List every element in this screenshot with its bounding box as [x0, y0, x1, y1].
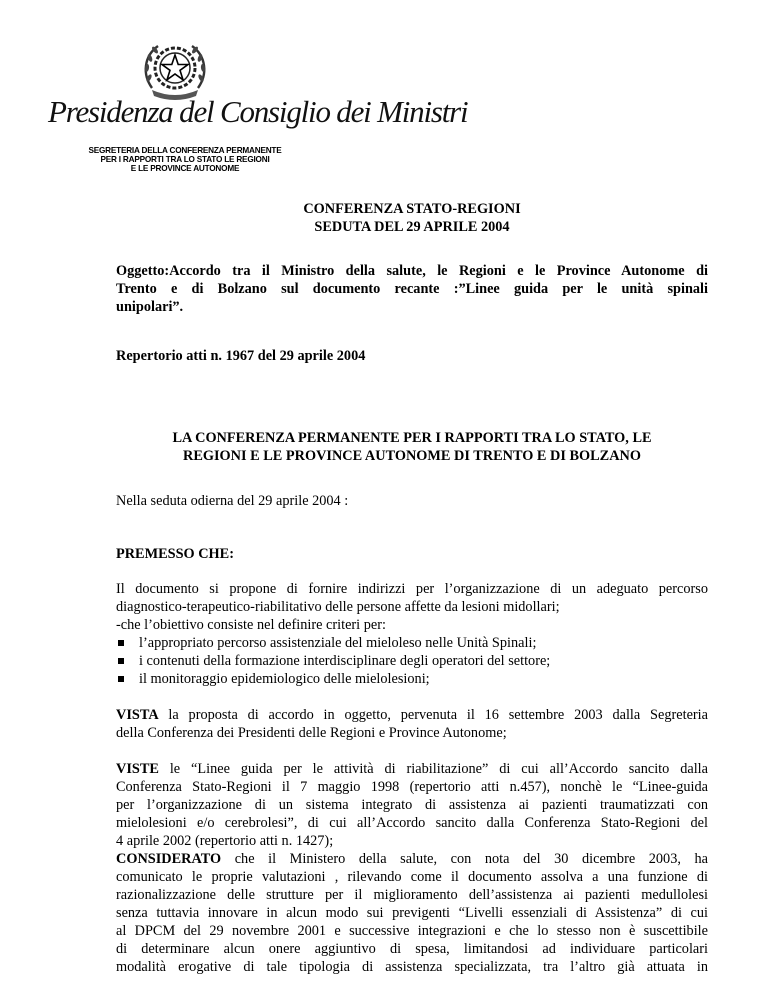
department-name [55, 146, 315, 174]
list-item [116, 670, 708, 688]
viste-line: mielolesioni e/o cerebrolesi”, di cui all’Accordo sancito dalla Conferenza Stato-Regioni del [116, 815, 708, 831]
subject-paragraph [116, 262, 708, 316]
considerato-line: modalità erogative di tale tipologia di assistenza specializzata, tra l’altro già attuata in [116, 959, 708, 975]
premesso-heading: PREMESSO CHE: [116, 546, 234, 562]
list-item-text: il monitoraggio epidemiologico delle mielolesioni; [139, 671, 430, 687]
conference-heading [116, 200, 708, 236]
viste-paragraph [116, 760, 708, 850]
considerato-line: comunicato le proprie valutazioni , rilevando come il documento assolva a una funzione di [116, 869, 708, 885]
considerato-first-text: che il Ministero della salute, con nota del 30 dicembre 2003, ha [221, 851, 708, 867]
conference-session: SEDUTA DEL 29 APRILE 2004 [314, 219, 510, 235]
premesso-line: -che l’obiettivo consiste nel definire criteri per: [116, 617, 386, 633]
considerato-line: di determinare alcun onere aggiuntivo di spesa, limitandosi ad individuare particolari [116, 941, 708, 957]
premesso-line: Il documento si propone di fornire indirizzi per l’organizzazione di un adeguato percorso [116, 581, 708, 597]
department-line: PER I RAPPORTI TRA LO STATO LE REGIONI [100, 155, 270, 165]
subject-line: Trento e di Bolzano sul documento recante :”Linee guida per le unità spinali [116, 281, 708, 297]
letterhead-title: Presidenza del Consiglio dei Ministri [48, 94, 468, 129]
list-item-text: i contenuti della formazione interdisciplinare degli operatori del settore; [139, 653, 551, 669]
considerato-paragraph [116, 850, 708, 976]
department-line: SEGRETERIA DELLA CONFERENZA PERMANENTE [88, 146, 282, 155]
republic-emblem-icon [140, 38, 210, 102]
vista-keyword: VISTA [116, 707, 159, 723]
conference-title: CONFERENZA STATO-REGIONI [303, 201, 521, 217]
assembly-heading [116, 429, 708, 465]
list-item [116, 652, 708, 670]
vista-line: della Conferenza dei Presidenti delle Regioni e Province Autonome; [116, 725, 507, 741]
vista-first-text: la proposta di accordo in oggetto, pervenuta il 16 settembre 2003 dalla Segreteria [158, 707, 708, 723]
viste-line: Conferenza Stato-Regioni il 7 maggio 1998 (repertorio atti n.457), nonchè le “Linee-guida [116, 779, 708, 795]
premesso-line: diagnostico-terapeutico-riabilitativo delle persone affette da lesioni midollari; [116, 599, 560, 615]
session-line: Nella seduta odierna del 29 aprile 2004 : [116, 493, 349, 509]
vista-first-line [116, 706, 708, 724]
subject-line: Oggetto:Accordo tra il Ministro della salute, le Regioni e le Province Autonome di [116, 263, 708, 279]
assembly-line: LA CONFERENZA PERMANENTE PER I RAPPORTI TRA LO STATO, LE [172, 430, 652, 446]
subject-line: unipolari”. [116, 299, 184, 315]
square-bullet-icon [118, 658, 124, 664]
repertorio-line: Repertorio atti n. 1967 del 29 aprile 2004 [116, 348, 366, 364]
vista-paragraph [116, 706, 708, 742]
considerato-line: senza tuttavia innovare in alcun modo sui previgenti “Livelli essenziali di Assistenza” di cui [116, 905, 708, 921]
considerato-keyword: CONSIDERATO [116, 851, 222, 867]
considerato-first-line [116, 850, 708, 868]
list-item-text: l’appropriato percorso assistenziale del mieloleso nelle Unità Spinali; [139, 635, 537, 651]
premesso-bullet-list [116, 634, 708, 688]
considerato-line: al DPCM del 29 novembre 2001 e successive integrazioni e che lo stesso non è suscettibile [116, 923, 708, 939]
viste-keyword: VISTE [116, 761, 159, 777]
square-bullet-icon [118, 640, 124, 646]
viste-first-text: le “Linee guida per le attività di riabilitazione” di cui all’Accordo sancito dalla [158, 761, 708, 777]
square-bullet-icon [118, 676, 124, 682]
premesso-paragraph [116, 580, 708, 688]
viste-first-line [116, 760, 708, 778]
department-line: E LE PROVINCE AUTONOME [130, 164, 240, 174]
viste-line: per l’organizzazione di un sistema integrato di assistenza ai pazienti traumatizzati con [116, 797, 708, 813]
assembly-line: REGIONI E LE PROVINCE AUTONOME DI TRENTO E DI BOLZANO [183, 448, 641, 464]
considerato-line: razionalizzazione delle strutture per il miglioramento dell’assistenza ai pazienti medullolesi [116, 887, 708, 903]
viste-line: 4 aprile 2002 (repertorio atti n. 1427); [116, 833, 334, 849]
list-item [116, 634, 708, 652]
